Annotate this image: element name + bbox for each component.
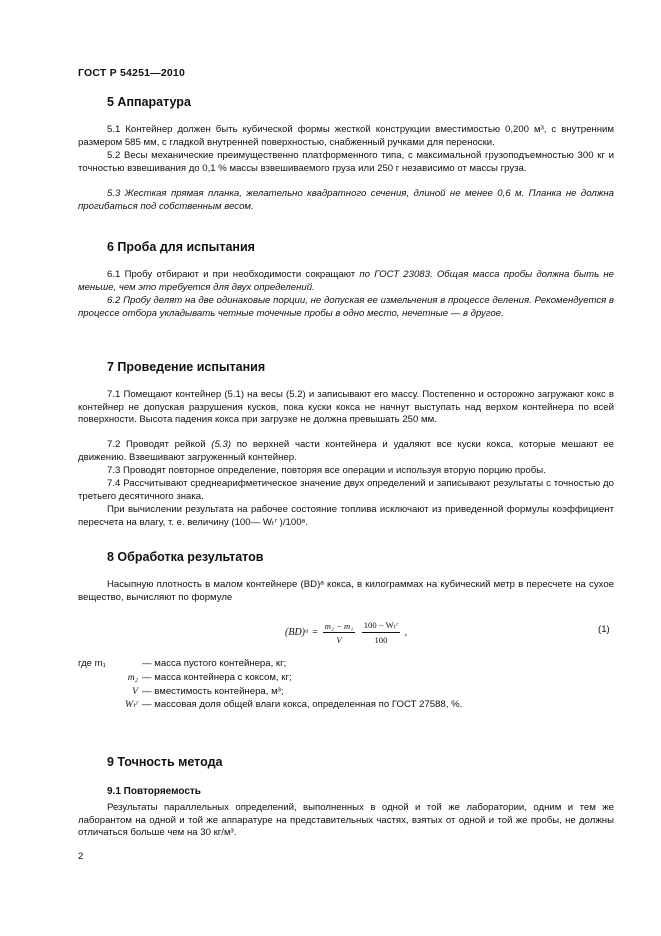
definition-row: где m₁ — масса пустого контейнера, кг; [78, 658, 287, 669]
section-9-title: 9 Точность метода [107, 755, 223, 769]
variable-definitions [78, 657, 462, 712]
para-5-2: 5.2 Весы механические преимущественно платформенного типа, с максимальной грузоподъемностью 300 кг и точностью взвешивания до 0,1 % массы взвешиваемого груза или 250 г независимо от массы груза. [78, 150, 614, 174]
para-6-1: 6.1 Пробу отбирают и при необходимости сокращают по ГОСТ 23083. Общая масса пробы должна быть не меньше, чем это требуется для двух определений. [78, 269, 614, 293]
section-7-title: 7 Проведение испытания [107, 360, 266, 374]
para-7-1: 7.1 Помещают контейнер (5.1) на весы (5.2) и записывают его массу. Постепенно и осторожно загружают кокс в контейнер не допуская разрушения кусков, пока куски кокса не начнут выступать над верхом контейнера по всей поверхности. Высота падения кокса при загрузке не должна превышать 250 мм. [78, 389, 614, 426]
fraction-moisture: $\frac{\text{100 − Wₜʳ}}{100}$ [363, 620, 399, 645]
definition-row: V — вместимость контейнера, м³; [132, 685, 284, 697]
formula-number: (1) [598, 624, 610, 635]
page-number: 2 [78, 851, 84, 862]
section-5-title: 5 Аппаратура [107, 95, 191, 109]
definition-row: Wₜʳ — массовая доля общей влаги кокса, определенная по ГОСТ 27588, %. [125, 699, 463, 711]
fraction-mass-volume: $\frac{\text{m₂ − m₁}}{V}$ [324, 620, 354, 645]
para-8-1: Насыпную плотность в малом контейнере (BD)ᵃ кокса, в килограммах на кубический метр в пересчете на сухое вещество, вычисляют по формуле [78, 579, 614, 603]
section-6-title: 6 Проба для испытания [107, 240, 255, 254]
para-9-1: Результаты параллельных определений, выполненных в одной и той же лаборатории, одним и тем же лаборантом на одной и той же аппаратуре на представительных частях, взятых от одной и той же пробы, не должны отличаться больше чем на 30 кг/м³. [78, 802, 614, 839]
para-5-1: 5.1 Контейнер должен быть кубической формы жесткой конструкции вместимостью 0,200 м³, с внутренним размером 585 мм, с гладкой внутренней поверхностью, снабженный ручками для переноски. [78, 124, 614, 148]
formula-lhs: (BD)ᵃ = [285, 626, 319, 638]
formula-1: (BD)ᵃ = $\frac{\text{m₂ − m₁}}{V}$ $\frac{\text{100 − Wₜʳ}}{100}$ , [285, 620, 408, 645]
para-5-3: 5.3 Жесткая прямая планка, желательно квадратного сечения, длиной не менее 0,6 м. Планка не должна прогибаться под собственным весом. [78, 188, 614, 212]
document-header: ГОСТ Р 54251—2010 [78, 67, 186, 79]
para-7-4: 7.4 Рассчитывают среднеарифметическое значение двух определений и записывают результаты с точностью до третьего десятичного знака. [78, 478, 614, 502]
para-6-2: 6.2 Пробу делят на две одинаковые порции, не допуская ее измельчения в процессе деления. Рекомендуется в процессе отбора укладывать четные точечные пробы в одно место, нечетные — в другое. [78, 295, 614, 319]
para-7-note: При вычислении результата на рабочее состояние топлива исключают из приведенной формулы коэффициент пересчета на влагу, т. е. величину (100— Wₜʳ )/100ᵃ. [78, 504, 614, 528]
section-8-title: 8 Обработка результатов [107, 550, 264, 564]
definition-row: m₂ — масса контейнера с коксом, кг; [127, 671, 292, 683]
para-7-2: 7.2 Проводят рейкой (5.3) по верхней части контейнера и удаляют все куски кокса, которые мешают ее движению. Взвешивают загруженный контейнер. [78, 439, 614, 463]
para-7-3: 7.3 Проводят повторное определение, повторяя все операции и используя вторую порцию пробы. [107, 465, 546, 476]
subsection-9-1-title: 9.1 Повторяемость [107, 786, 201, 797]
